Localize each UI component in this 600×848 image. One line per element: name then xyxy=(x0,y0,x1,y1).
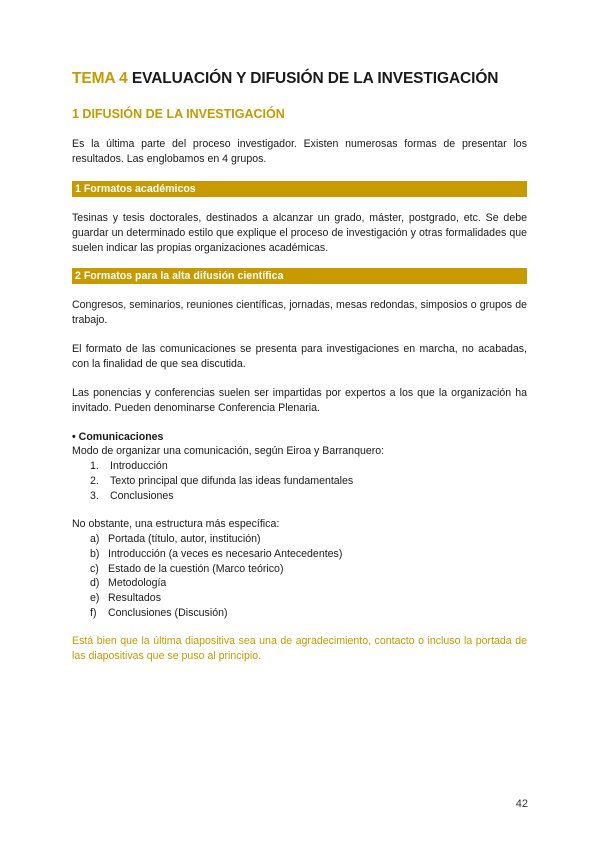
comunicaciones-heading-text: Comunicaciones xyxy=(78,431,164,443)
group-2-heading-bar xyxy=(72,268,527,284)
closing-note: Está bien que la última diapositiva sea una de agradecimiento, contacto o incluso la portada de las diapositivas que se puso al principio. xyxy=(72,635,527,662)
list-item: d) Metodología xyxy=(90,577,167,590)
group-1-heading: 1 Formatos académicos xyxy=(75,183,196,195)
group-2-paragraph-2: El formato de las comunicaciones se presenta para investigaciones en marcha, no acabadas, con la finalidad de que sea discutida. xyxy=(72,343,527,370)
chapter-title xyxy=(72,70,498,88)
group-2-heading: 2 Formatos para la alta difusión científica xyxy=(75,270,284,282)
group-2-paragraph-1: Congresos, seminarios, reuniones científicas, jornadas, mesas redondas, simposios o grupos de trabajo. xyxy=(72,299,527,326)
section-heading: 1 DIFUSIÓN DE LA INVESTIGACIÓN xyxy=(72,107,285,121)
comunicaciones-intro: Modo de organizar una comunicación, según Eiroa y Barranquero: xyxy=(72,445,385,457)
numbered-list xyxy=(90,459,353,503)
page-number: 42 xyxy=(515,798,528,810)
list-item: b) Introducción (a veces es necesario Antecedentes) xyxy=(90,547,343,560)
list-item: f) Conclusiones (Discusión) xyxy=(90,606,228,619)
structure-intro: No obstante, una estructura más específica: xyxy=(72,518,280,530)
list-item: a) Portada (título, autor, institución) xyxy=(90,533,261,545)
group-1-heading-bar xyxy=(72,181,527,197)
lettered-list xyxy=(90,532,342,621)
list-item: 3. Conclusiones xyxy=(90,489,174,502)
section-intro: Es la última parte del proceso investigador. Existen numerosas formas de presentar los resultados. Las englobamos en 4 grupos. xyxy=(72,138,527,165)
list-item: 2. Texto principal que difunda las ideas fundamentales xyxy=(90,474,354,487)
list-item: e) Resultados xyxy=(90,592,161,605)
chapter-number: TEMA 4 xyxy=(72,70,128,87)
group-2-paragraph-3: Las ponencias y conferencias suelen ser impartidas por expertos a los que la organización ha invitado. Pueden denominarse Conferencia Plenaria. xyxy=(72,387,527,414)
bullet-marker: • xyxy=(72,431,76,443)
list-item: c) Estado de la cuestión (Marco teórico) xyxy=(90,562,284,575)
chapter-title-text: EVALUACIÓN Y DIFUSIÓN DE LA INVESTIGACIÓN xyxy=(131,70,499,87)
list-item: 1. Introducción xyxy=(90,460,168,472)
group-1-text: Tesinas y tesis doctorales, destinados a alcanzar un grado, máster, postgrado, etc. Se debe guardar un determinado estilo que explique el proceso de investigación y otras formalidades que suelen indicar las propias organizaciones académicas. xyxy=(72,212,527,254)
comunicaciones-heading xyxy=(72,431,163,443)
